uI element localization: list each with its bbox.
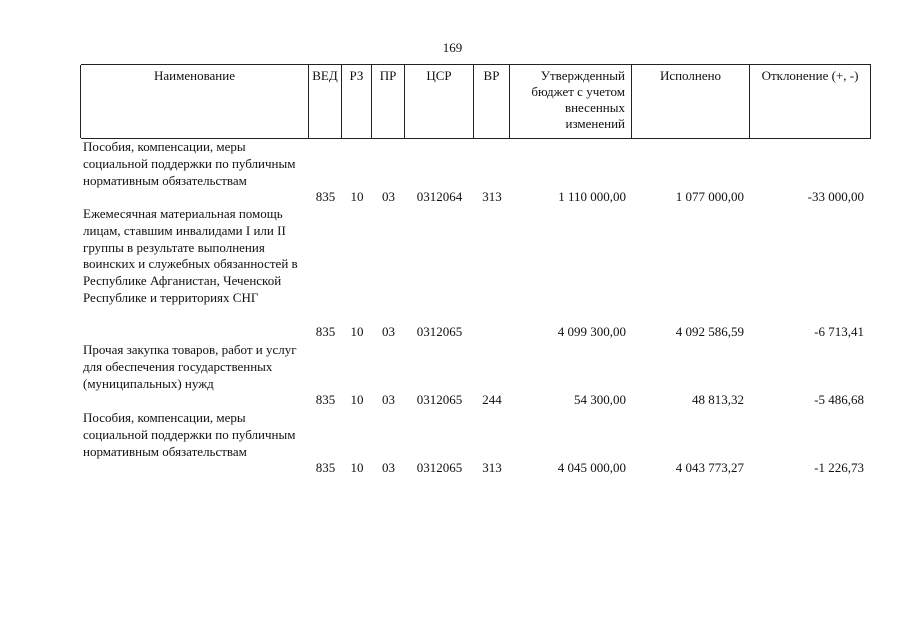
row-pr: 03 <box>382 460 395 475</box>
row-executed: 4 092 586,59 <box>675 324 744 339</box>
row-csr: 0312065 <box>416 392 463 407</box>
header-ved: ВЕД <box>308 65 341 138</box>
row-ved: 835 <box>315 460 336 475</box>
row-budget: 54 300,00 <box>574 392 626 407</box>
row-name: Пособия, компенсации, меры социальной поддержки по публичным нормативным обязательствам <box>83 139 296 188</box>
row-vr: 313 <box>482 460 502 475</box>
row-executed: 4 043 773,27 <box>675 460 744 475</box>
header-pr: ПР <box>371 65 404 138</box>
header-deviation: Отклонение (+, -) <box>749 65 871 138</box>
row-name: Ежемесячная материальная помощь лицам, ставшим инвалидами I или II группы в результате выполнения воинских и служебных обязанностей в Республике Афганистан, Чеченской Республике и территориях СНГ <box>83 206 298 305</box>
row-rz: 10 <box>350 324 364 339</box>
row-vr: 244 <box>482 392 502 407</box>
row-deviation: -1 226,73 <box>814 460 864 475</box>
header-rz: РЗ <box>341 65 371 138</box>
table-header <box>81 64 871 139</box>
row-budget: 4 099 300,00 <box>557 324 626 339</box>
row-budget: 4 045 000,00 <box>557 460 626 475</box>
row-pr: 03 <box>382 189 395 204</box>
row-rz: 10 <box>350 392 364 407</box>
row-deviation: -5 486,68 <box>814 392 864 407</box>
row-ved: 835 <box>315 189 336 204</box>
header-executed: Исполнено <box>631 65 749 138</box>
row-budget: 1 110 000,00 <box>558 189 626 204</box>
row-pr: 03 <box>382 392 395 407</box>
row-rz: 10 <box>350 189 364 204</box>
row-pr: 03 <box>382 324 395 339</box>
row-deviation: -33 000,00 <box>807 189 864 204</box>
row-name: Прочая закупка товаров, работ и услуг для обеспечения государственных (муниципальных) нужд <box>83 342 297 391</box>
header-name: Наименование <box>80 65 308 138</box>
row-ved: 835 <box>315 324 336 339</box>
header-budget: Утвержденный бюджет с учетом внесенных изменений <box>509 65 631 138</box>
header-csr: ЦСР <box>404 65 473 138</box>
row-rz: 10 <box>350 460 364 475</box>
row-executed: 1 077 000,00 <box>675 189 744 204</box>
row-executed: 48 813,32 <box>692 392 744 407</box>
row-csr: 0312065 <box>416 460 463 475</box>
row-ved: 835 <box>315 392 336 407</box>
header-vr: ВР <box>473 65 509 138</box>
row-csr: 0312065 <box>416 324 463 339</box>
row-name: Пособия, компенсации, меры социальной поддержки по публичным нормативным обязательствам <box>83 410 296 459</box>
row-csr: 0312064 <box>416 189 463 204</box>
row-vr: 313 <box>482 189 502 204</box>
page-number: 169 <box>442 40 463 55</box>
row-deviation: -6 713,41 <box>814 324 864 339</box>
